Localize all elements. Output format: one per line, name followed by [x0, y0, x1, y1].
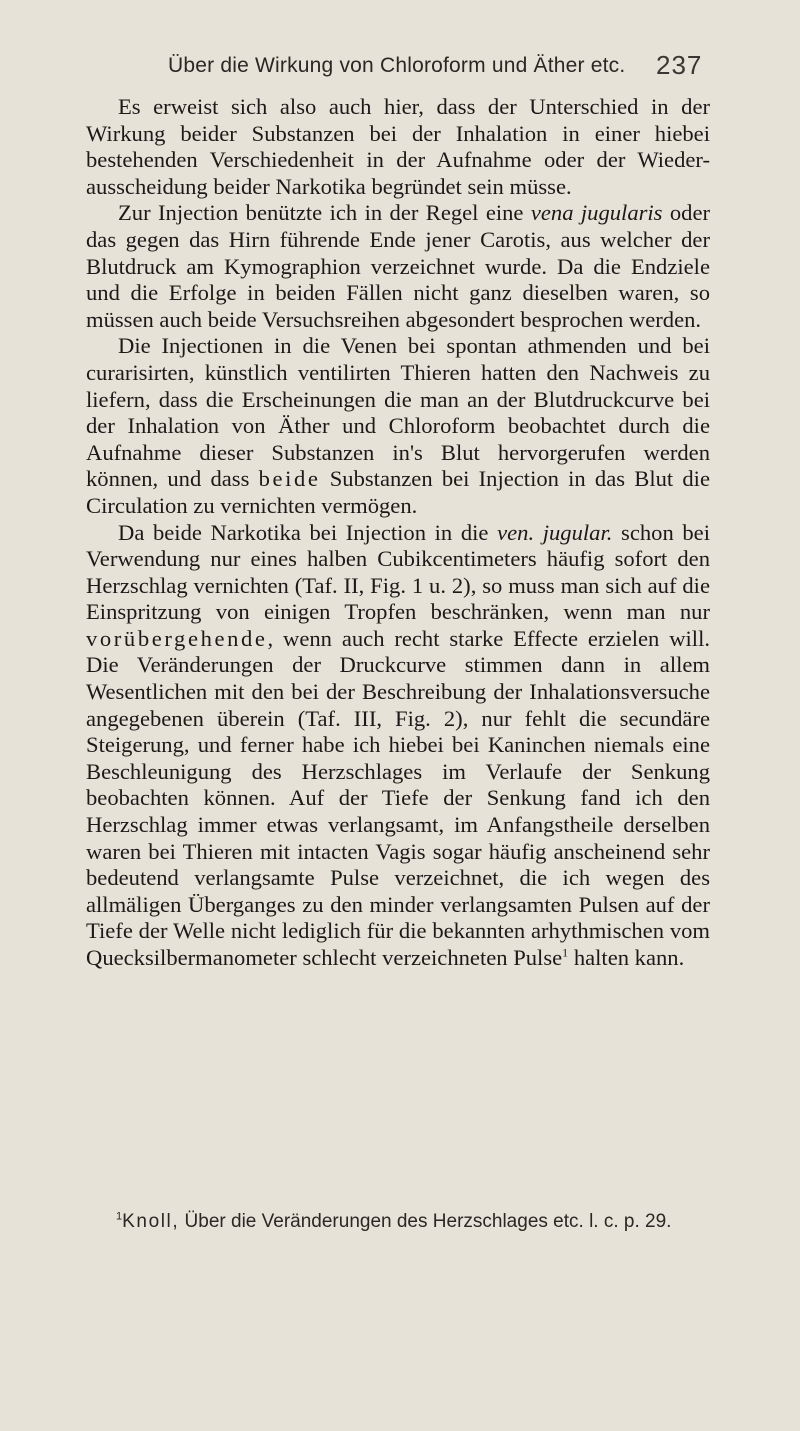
running-title: Über die Wirkung von Chloroform und Äther etc.: [168, 54, 626, 77]
paragraph-3: [86, 333, 710, 519]
footnote-mark: 1: [116, 1210, 123, 1223]
paragraph-3-text-b: Substanzen bei Injection in das Blut die Circulation zu vernichten vermögen.: [86, 466, 710, 518]
paragraph-4-text-b: schon bei Verwendung nur eines halben Cubikcentimeters häufig sofort den Herzschlag vernichten (Taf. II, Fig. 1 u. 2), so muss man sich auf die Einspritzung von einigen Tropfen beschränken, wenn man nur: [86, 519, 710, 625]
footnote-text: Über die Veränderungen des Herzschlages etc. l. c. p. 29.: [179, 1211, 672, 1232]
paragraph-4-text-a: Da beide Narkotika bei Injection in die: [118, 519, 498, 545]
paragraph-4-text-c: , wenn auch recht starke Effecte erzielen will. Die Veränderungen der Druckcurve stimmen dann in allem Wesentlichen mit den bei der Beschreibung der Inhalationsversuche angegebenen überein (Taf. III, Fig. 2), nur fehlt die secundäre Steigerung, und ferner habe ich hiebei bei Kaninchen niemals eine Beschleunigung des Herzschlages im Verlaufe der Senkung beobachten können. Auf der Tiefe der Senkung fand ich den Herzschlag immer etwas verlangsamt, im Anfangstheile derselben waren bei Thieren mit intacten Vagis sogar häufig anscheinend sehr bedeutend verlangsamte Pulse verzeichnet, die ich wegen des allmäligen Überganges zu den minder verlangsamten Pulsen auf der Tiefe der Welle nicht lediglich für die bekannten arhythmischen vom Quecksilbermanometer schlecht verzeichneten Pulse: [86, 625, 710, 970]
page-number: 237: [656, 50, 703, 80]
paragraph-1: [86, 94, 710, 200]
footnote-author: Knoll,: [122, 1211, 180, 1232]
paragraph-4-italic-term: ven. jugular.: [497, 519, 613, 545]
running-head: [0, 52, 800, 82]
paragraph-4: [86, 520, 710, 972]
body-text: [86, 94, 710, 972]
footnote: [116, 1210, 736, 1234]
paragraph-4-emphasis: vorübergehende: [86, 625, 268, 651]
paragraph-3-emphasis: beide: [258, 466, 321, 492]
footnote-reference: 1: [562, 945, 569, 960]
paragraph-2-text-b: oder das gegen das Hirn führende Ende jener Carotis, aus welcher der Blutdruck am Kymographion verzeichnet wurde. Da die Endziele und die Erfolge in beiden Fällen nicht ganz dieselben waren, so müssen auch beide Versuchsreihen abgesondert besprochen werden.: [86, 200, 711, 332]
paragraph-4-text-d: halten kann.: [568, 945, 685, 970]
paragraph-2-text-a: Zur Injection benützte ich in der Regel eine: [118, 200, 531, 226]
paragraph-3-text-a: Die Injectionen in die Venen bei spontan athmenden und bei curarisirten, künstlich ventilirten Thieren hatten den Nachweis zu liefern, dass die Erscheinungen die man an der Blutdruckcurve bei der Inhalation von Äther und Chloroform beobachtet durch die Aufnahme dieser Substanzen in's Blut hervorgerufen werden können, und dass: [86, 333, 710, 492]
paragraph-2: [86, 200, 710, 333]
paragraph-2-italic-term: vena jugularis: [530, 200, 663, 226]
paragraph-1-text: Es erweist sich also auch hier, dass der Unterschied in der Wirkung beider Substanzen bei der Inhalation in einer hiebei bestehenden Verschiedenheit in der Aufnahme oder der Wieder-ausscheidung beider Narkotika begründet sein müsse.: [86, 94, 710, 199]
